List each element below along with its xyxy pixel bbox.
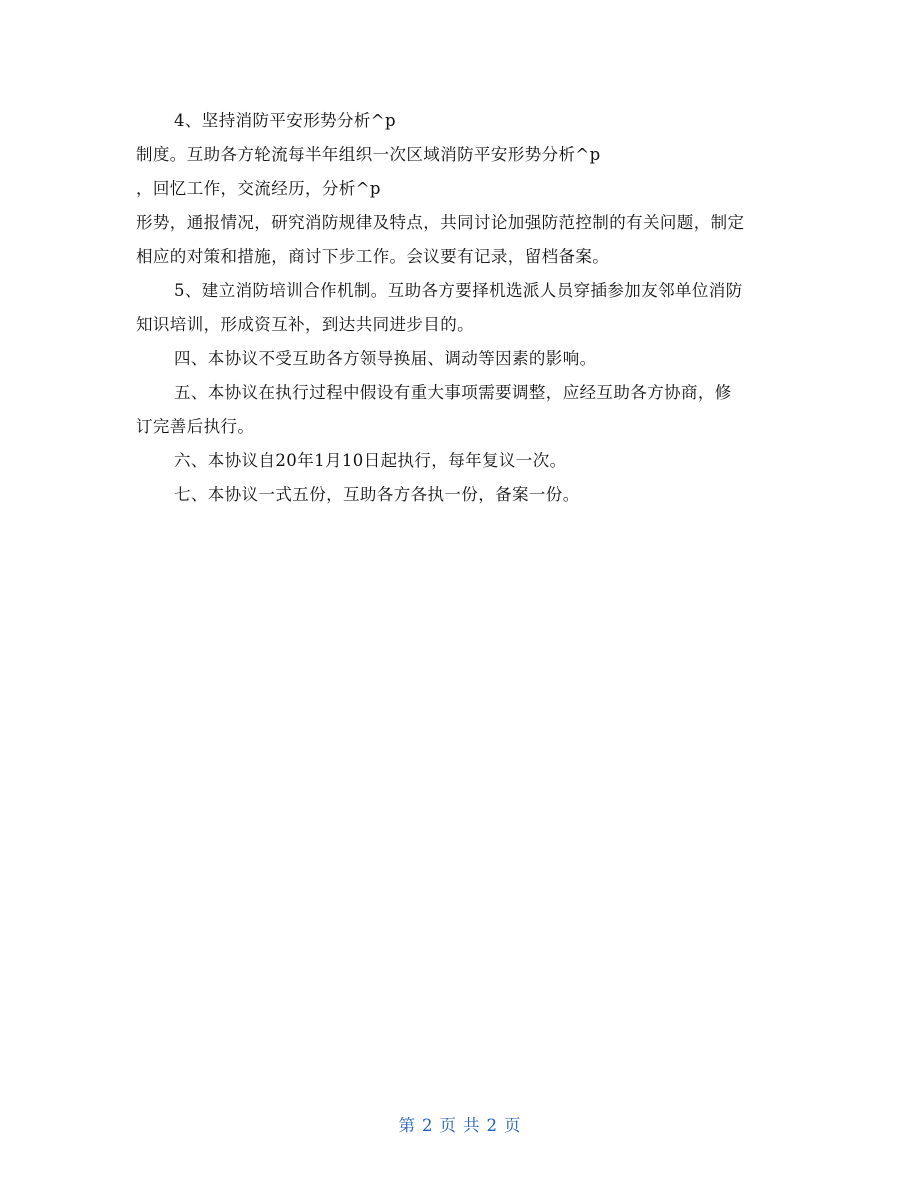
footer-total-label: 共 [463, 1116, 481, 1135]
clause-four: 四、本协议不受互助各方领导换届、调动等因素的影响。 [174, 349, 597, 368]
paragraph-5-line-1: 5、建立消防培训合作机制。互助各方要择机选派人员穿插参加友邻单位消防 [174, 281, 743, 300]
page-footer [0, 1112, 920, 1136]
paragraph-5-line-2: 知识培训，形成资互补，到达共同进步目的。 [136, 315, 474, 334]
paragraph-4-line-2: 制度。互助各方轮流每半年组织一次区域消防平安形势分析^p [136, 145, 601, 164]
footer-total-pages: 2 [486, 1116, 498, 1135]
paragraph-4-line-1: 4、坚持消防平安形势分析^p [174, 111, 396, 130]
paragraph-4-line-4: 形势，通报情况，研究消防规律及特点，共同讨论加强防范控制的有关问题，制定 [136, 213, 745, 232]
clause-five-line-1: 五、本协议在执行过程中假设有重大事项需要调整，应经互助各方协商，修 [174, 383, 732, 402]
clause-six: 六、本协议自20年1月10日起执行，每年复议一次。 [174, 451, 567, 470]
footer-current-page: 2 [422, 1116, 434, 1135]
clause-five-line-2: 订完善后执行。 [136, 417, 255, 436]
footer-total-unit: 页 [504, 1116, 522, 1135]
document-body [136, 104, 788, 512]
footer-page-unit: 页 [439, 1116, 457, 1135]
clause-seven: 七、本协议一式五份，互助各方各执一份，备案一份。 [174, 485, 580, 504]
paragraph-4-line-5: 相应的对策和措施，商讨下步工作。会议要有记录，留档备案。 [136, 247, 610, 266]
footer-page-label: 第 [398, 1116, 416, 1135]
paragraph-4-line-3: ，回忆工作，交流经历，分析^p [136, 179, 381, 198]
